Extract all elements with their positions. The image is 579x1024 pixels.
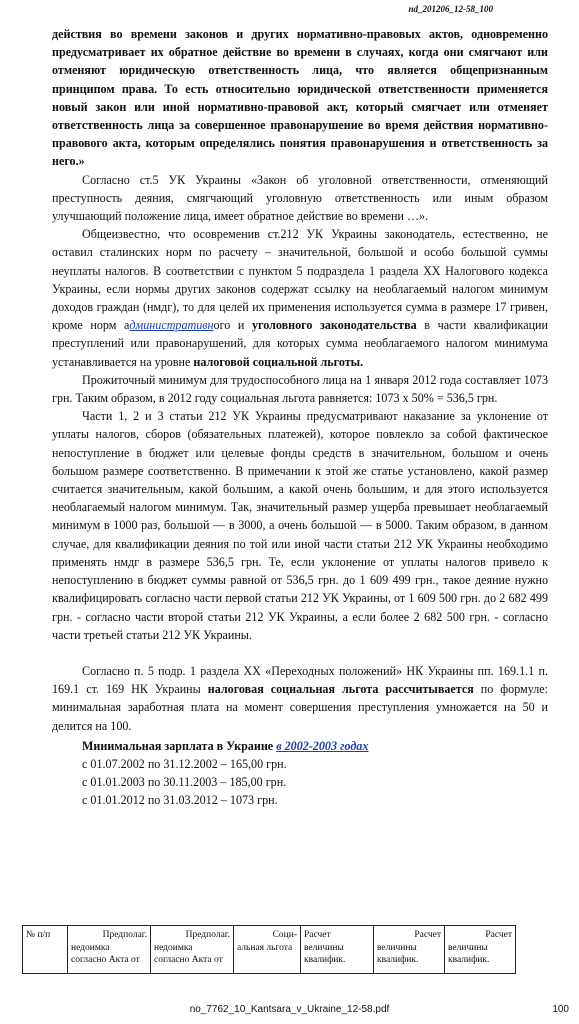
cell-text: согласно Акта от (71, 955, 140, 965)
calculation-table (22, 925, 516, 974)
paragraph-parts-1-3: Части 1, 2 и 3 статьи 212 УК Украины предусматривают наказание за уклонение от уплаты налогов, сборов (обязательных платежей), которое повлекло за собой фактическое непоступление в бюджет или целевые фонды средств в значительном, большом и очень большом размере соответственно. В примечании к этой же статье установлено, какой размер считается значительным, какой большим, а какой очень большим, и для этого используется необлагаемый налогом минимум. Так, значительный размер ущерба превышает необлагаемый минимум в 1000 раз, большой — в 3000, а очень большой — в 5000. Таким образом, в данном случае, для квалификации деяния по той или иной части статьи 212 УК Украины необходимо применять нмдг в размере 536,5 грн. Те, если уклонение от уплаты налогов привело к непоступлению в бюджет суммы равной от 536,5 грн. до 1 609 499 грн., такое деяние нужно квалифицировать согласно части первой статьи 212 УК Украины, от 1 609 500 грн. до 2 682 499 грн. - согласно части второй статьи 212 УК Украины, а если более 2 682 500 грн. - согласно части третьей статьи 212 УК Украины. (52, 409, 548, 642)
paragraph-text: Согласно п. 5 подр. 1 раздела XX «Переходных положений» НК Украины пп. 169.1.1 п. 169.1 ст. 169 НК Украины (52, 663, 548, 697)
cell-text: Расчет (304, 930, 331, 940)
paragraph-text: ого и (213, 318, 252, 333)
paragraph-article5: Согласно ст.5 УК Украины «Закон об уголовной ответственности, отменяющий преступность деяния, смягчающий уголовную ответственность или иным образом улучшающий положение лица, имеет обратное действие во времени …». (52, 172, 548, 224)
cell-text: Предполаг. (102, 930, 147, 940)
table-row (23, 926, 516, 974)
cell-text: Расчет (414, 930, 441, 940)
cell-text: Соци- (272, 930, 297, 940)
cell-text: величины (304, 942, 344, 953)
paragraph-subsistence-minimum: Прожиточный минимум для трудоспособного лица на 1 января 2012 года составляет 1073 грн. Таким образом, в 2012 году социальная льгота равняется: 1073 x 50% = 536,5 грн. (52, 372, 548, 406)
paragraph-transitional-provisions (52, 662, 548, 735)
table-header-cell (234, 926, 301, 974)
cell-text: недоимка (154, 942, 193, 953)
min-wage-line: с 01.01.2003 по 30.11.2003 – 185,00 грн. (82, 775, 287, 790)
table-header-cell (374, 926, 445, 974)
paragraph-text: а (124, 318, 130, 333)
page-number: 100 (552, 1004, 569, 1015)
table-header-cell (301, 926, 374, 974)
cell-text: квалифик. (304, 955, 346, 965)
bold-text: уголовного законодательства (251, 318, 417, 333)
paragraph-quote-end: действия во времени законов и других нормативно-правовых актов, одновременно предусматривает их обратное действие во времени в случаях, когда они смягчают или отменяют юридическую ответственность лица, что является общепризнанным принципом права. То есть относительно юридической ответственности применяется новый закон или иной нормативно-правовой акт, который смягчает или отменяет ответственность лица за совершенное правонарушение во время действия нормативно-правового акта, которым определялись понятия правонарушения и ответственность за него.» (52, 27, 548, 169)
cell-text: согласно Акта от (154, 955, 223, 965)
footer-filename: no_7762_10_Kantsara_v_Ukraine_12-58.pdf (189, 1004, 390, 1015)
table-header-cell (68, 926, 151, 974)
cell-text: величины (377, 942, 417, 953)
cell-text: Расчет (485, 930, 512, 940)
cell-text: № п/п (26, 930, 51, 940)
min-wage-title (52, 737, 548, 755)
table-header-cell (23, 926, 68, 974)
bold-text: налоговой социальной льготы. (193, 354, 364, 369)
min-wage-line: с 01.01.2012 по 31.03.2012 – 1073 грн. (82, 793, 278, 808)
paragraph-article212 (52, 225, 548, 371)
spacer (52, 644, 548, 662)
paragraph-text: по формуле: минимальная заработная плата на момент совершения преступления умножается на 50 и делится на 100. (52, 682, 548, 733)
min-wage-line: с 01.07.2002 по 31.12.2002 – 165,00 грн. (82, 756, 287, 771)
bold-text: налоговая социальная льгота рассчитывается (207, 682, 474, 697)
cell-text: квалифик. (377, 955, 419, 965)
min-wage-title-text: Минимальная зарплата в Украине (82, 738, 277, 753)
cell-text: Предполаг. (185, 930, 230, 940)
table-header-cell (445, 926, 516, 974)
cell-text: недоимка (71, 942, 110, 953)
cell-text: квалифик. (448, 955, 490, 965)
document-reference: nd_201206_12-58_100 (408, 4, 493, 14)
table-header-cell (151, 926, 234, 974)
cell-text: величины (448, 942, 488, 953)
document-body (52, 25, 548, 810)
paragraph-text: Общеизвестно, что осовременив ст.212 УК Украины законодатель, естественно, не оставил сталинских норм по расчету – значительной, большой и особо большой суммы неуплаты налогов. В соответствии с пунктом 5 подраздела 1 раздела ХХ Налогового кодекса Украины, если нормы других законов содержат ссылку на необлагаемый налогом минимум доходов граждан (нмдг), то для целей их применения используется сумма в размере 17 гривен, кроме норм (52, 227, 548, 333)
min-wage-link[interactable]: в 2002-2003 годах (276, 738, 369, 753)
cell-text: альная льгота (237, 942, 293, 953)
paragraph-text: в части квалификации преступлений или правонарушений, для которых сумма необлагаемого налогом минимума устанавливается на уровне (52, 318, 548, 369)
administrative-link[interactable]: дминистративн (129, 318, 214, 333)
